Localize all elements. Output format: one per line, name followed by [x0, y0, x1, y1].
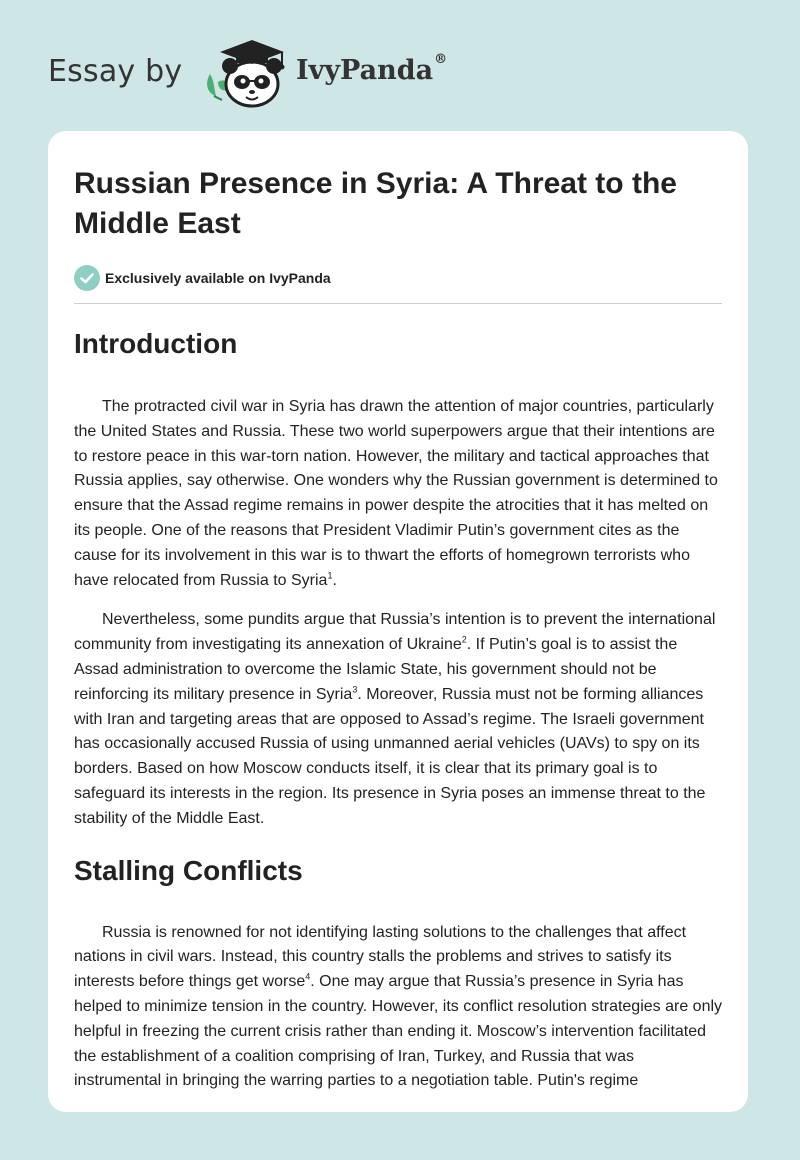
exclusive-badge-label: Exclusively available on IvyPanda — [105, 270, 331, 286]
article-body — [74, 323, 724, 1094]
check-circle-icon — [74, 265, 100, 291]
exclusive-badge — [74, 265, 331, 291]
brand-name: IvyPanda® — [296, 52, 448, 86]
article-title: Russian Presence in Syria: A Threat to the Middle East — [74, 167, 677, 240]
footnote-ref[interactable]: 3 — [352, 684, 358, 695]
article-card — [48, 131, 748, 1112]
panda-graduate-icon — [200, 34, 300, 110]
footnote-ref[interactable]: 1 — [327, 570, 333, 581]
paragraph: Russia is renowned for not identifying lasting solutions to the challenges that affect nations in civil wars. Instead, this country stalls the problems and strives to satisfy its interests before things get worse$^4$. One may argue that Russia’s presence in Syria has helped to minimize tension in the country. However, its conflict resolution strategies are only helpful in freezing the current crisis rather than ending it. Moscow’s intervention facilitated the establishment of a coalition comprising of Iran, Turkey, and Russia that was instrumental in bringing the warring parties to a negotiation table. Putin's regime — [74, 923, 723, 1090]
footnote-ref[interactable]: 2 — [461, 634, 467, 645]
section-heading-introduction: Introduction — [74, 328, 238, 359]
paragraph: Nevertheless, some pundits argue that Russia’s intention is to prevent the international community from investigating its annexation of Ukraine$^2$. If Putin’s goal is to assist the Assad administration to overcome the Islamic State, his government should not be reinforcing its military presence in Syria$^3$. Moreover, Russia must not be forming alliances with Iran and targeting areas that are opposed to Assad’s regime. The Israeli government has occasionally accused Russia of using unmanned aerial vehicles (UAVs) to spy on its borders. Based on how Moscow conducts itself, it is clear that its primary goal is to safeguard its interests in the region. Its presence in Syria poses an immense threat to the stability of the Middle East. — [74, 611, 716, 827]
section-heading-stalling-conflicts: Stalling Conflicts — [74, 854, 303, 886]
footnote-ref[interactable]: 4 — [305, 971, 311, 982]
site-brand[interactable] — [48, 34, 508, 114]
title-divider — [74, 303, 722, 304]
registered-mark: ® — [434, 52, 448, 67]
brand-prefix: Essay by — [48, 54, 183, 89]
paragraph: The protracted civil war in Syria has drawn the attention of major countries, particularly the United States and Russia. These two world superpowers argue that their intentions are to restore peace in this war-torn nation. However, the military and tactical approaches that Russia applies, say otherwise. One wonders why the Russian government is determined to ensure that the Assad regime remains in power despite the atrocities that it has melted on its people. One of the reasons that President Vladimir Putin’s government cites as the cause for its involvement in this war is to thwart the efforts of homegrown terrorists who have relocated from Russia to Syria$^1$. — [74, 398, 718, 589]
